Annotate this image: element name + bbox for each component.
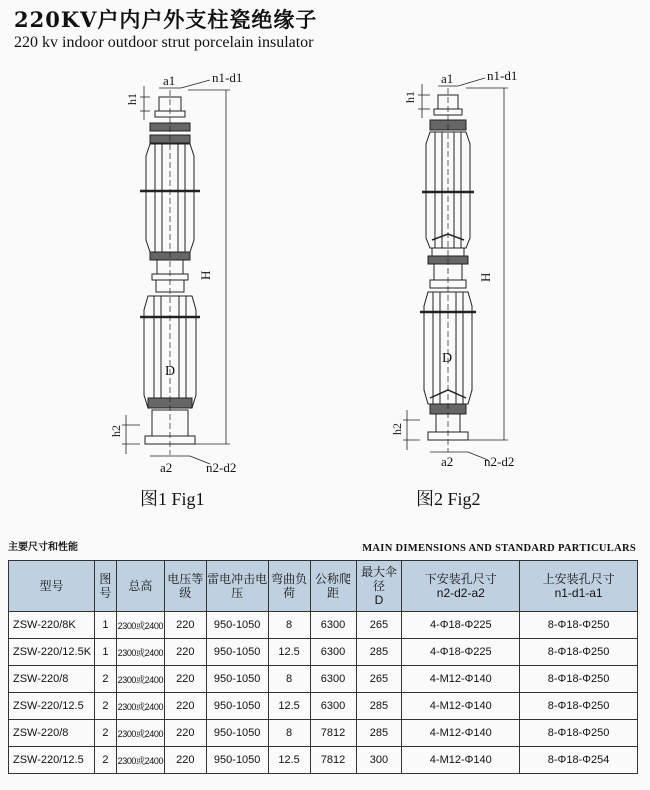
- table-row: [9, 747, 638, 774]
- cell-creepage: 6300: [310, 666, 356, 693]
- cell-diameter: 285: [356, 693, 402, 720]
- cell-impulse: 950-1050: [206, 639, 268, 666]
- header-upper-mount: [520, 561, 638, 612]
- cell-load: 8: [268, 666, 310, 693]
- cell-diameter: 285: [356, 639, 402, 666]
- cell-diameter: 285: [356, 720, 402, 747]
- fig2-label-a2: a2: [441, 454, 454, 469]
- table-row: [9, 720, 638, 747]
- header-bending-load: 弯曲负荷: [268, 561, 310, 612]
- cell-diameter: 265: [356, 666, 402, 693]
- drawings-area: [0, 60, 650, 530]
- cell-creepage: 6300: [310, 612, 356, 639]
- cell-creepage: 6300: [310, 693, 356, 720]
- fig1-label-D: D: [165, 364, 176, 379]
- cell-impulse: 950-1050: [206, 747, 268, 774]
- cell-fig: 1: [94, 639, 116, 666]
- cell-model: ZSW-220/12.5K: [9, 639, 95, 666]
- header-upper-mount-sym: n1-d1-a1: [554, 586, 603, 600]
- cell-model: ZSW-220/8: [9, 666, 95, 693]
- cell-lower-mount: 4-M12-Φ140: [402, 693, 520, 720]
- cell-height: 2300或2400: [116, 720, 164, 747]
- header-lower-mount-sym: n2-d2-a2: [436, 586, 485, 600]
- cell-fig: 2: [94, 666, 116, 693]
- header-voltage-class: 电压等级: [164, 561, 206, 612]
- cell-height: 2300或2400: [116, 639, 164, 666]
- cell-fig: 1: [94, 612, 116, 639]
- cell-height: 2300或2400: [116, 666, 164, 693]
- cell-lower-mount: 4-M12-Φ140: [402, 720, 520, 747]
- fig2-label-h2: h2: [390, 423, 404, 435]
- cell-model: ZSW-220/12.5: [9, 747, 95, 774]
- header-upper-mount-cn: 上安装孔尺寸: [542, 572, 615, 586]
- figure-1-drawing: [140, 90, 200, 455]
- header-max-diameter: [356, 561, 402, 612]
- cell-load: 12.5: [268, 747, 310, 774]
- cell-creepage: 7812: [310, 720, 356, 747]
- page-subtitle: 220 kv indoor outdoor strut porcelain insulator: [14, 34, 314, 51]
- table-row: [9, 612, 638, 639]
- cell-diameter: 265: [356, 612, 402, 639]
- cell-upper-mount: 8-Φ18-Φ250: [520, 639, 638, 666]
- cell-upper-mount: 8-Φ18-Φ250: [520, 612, 638, 639]
- header-max-diameter-sym: D: [374, 593, 384, 607]
- insulator-drawings: [0, 60, 650, 530]
- cell-voltage: 220: [164, 693, 206, 720]
- header-model: 型号: [9, 561, 95, 612]
- cell-height: 2300或2400: [116, 612, 164, 639]
- cell-voltage: 220: [164, 666, 206, 693]
- cell-impulse: 950-1050: [206, 612, 268, 639]
- specifications-table: [8, 560, 638, 774]
- fig1-label-a1: a1: [163, 73, 176, 88]
- cell-model: ZSW-220/8K: [9, 612, 95, 639]
- table-row: [9, 639, 638, 666]
- cell-load: 8: [268, 612, 310, 639]
- fig1-label-h1: h1: [125, 93, 139, 105]
- cell-voltage: 220: [164, 612, 206, 639]
- section-title-cn: 主要尺寸和性能: [8, 542, 78, 553]
- cell-model: ZSW-220/8: [9, 720, 95, 747]
- cell-impulse: 950-1050: [206, 666, 268, 693]
- cell-model: ZSW-220/12.5: [9, 693, 95, 720]
- table-row: [9, 693, 638, 720]
- cell-diameter: 300: [356, 747, 402, 774]
- page-title: 220KV户内户外支柱瓷绝缘子: [14, 7, 318, 32]
- cell-lower-mount: 4-Φ18-Φ225: [402, 612, 520, 639]
- fig1-label-a2: a2: [160, 460, 173, 475]
- cell-fig: 2: [94, 720, 116, 747]
- header-lower-mount-cn: 下安装孔尺寸: [424, 572, 497, 586]
- fig2-label-a1: a1: [441, 71, 454, 86]
- fig1-label-n1-d1: n1-d1: [212, 70, 243, 85]
- figure-2-caption: 图2 Fig2: [416, 489, 481, 509]
- fig2-label-H: H: [478, 272, 493, 282]
- cell-creepage: 7812: [310, 747, 356, 774]
- cell-voltage: 220: [164, 639, 206, 666]
- cell-lower-mount: 4-Φ18-Φ225: [402, 639, 520, 666]
- header-impulse-voltage: 雷电冲击电压: [206, 561, 268, 612]
- fig2-label-n2-d2: n2-d2: [484, 454, 515, 469]
- table-row: [9, 666, 638, 693]
- section-title-en: MAIN DIMENSIONS AND STANDARD PARTICULARS: [362, 543, 636, 554]
- fig2-label-n1-d1: n1-d1: [487, 68, 518, 83]
- fig1-label-n2-d2: n2-d2: [206, 460, 237, 475]
- cell-lower-mount: 4-M12-Φ140: [402, 666, 520, 693]
- cell-creepage: 6300: [310, 639, 356, 666]
- header-lower-mount: [402, 561, 520, 612]
- table-header-row: [9, 561, 638, 612]
- header-max-diameter-cn: 最大伞径: [360, 565, 397, 593]
- cell-load: 8: [268, 720, 310, 747]
- cell-fig: 2: [94, 693, 116, 720]
- figure-2-drawing: [420, 88, 476, 452]
- header-fig: 图号: [94, 561, 116, 612]
- fig1-label-h2: h2: [109, 425, 123, 437]
- cell-fig: 2: [94, 747, 116, 774]
- cell-upper-mount: 8-Φ18-Φ250: [520, 666, 638, 693]
- fig1-label-H: H: [198, 270, 213, 280]
- header-total-height: 总高: [116, 561, 164, 612]
- cell-voltage: 220: [164, 747, 206, 774]
- cell-upper-mount: 8-Φ18-Φ250: [520, 693, 638, 720]
- cell-load: 12.5: [268, 693, 310, 720]
- cell-voltage: 220: [164, 720, 206, 747]
- cell-lower-mount: 4-M12-Φ140: [402, 747, 520, 774]
- header-creepage: 公称爬距: [310, 561, 356, 612]
- cell-height: 2300或2400: [116, 693, 164, 720]
- cell-impulse: 950-1050: [206, 693, 268, 720]
- figure-1-caption: 图1 Fig1: [140, 489, 205, 509]
- fig2-label-h1: h1: [403, 91, 417, 103]
- cell-load: 12.5: [268, 639, 310, 666]
- cell-impulse: 950-1050: [206, 720, 268, 747]
- cell-upper-mount: 8-Φ18-Φ250: [520, 720, 638, 747]
- fig2-label-D: D: [442, 351, 453, 366]
- cell-upper-mount: 8-Φ18-Φ254: [520, 747, 638, 774]
- cell-height: 2300或2400: [116, 747, 164, 774]
